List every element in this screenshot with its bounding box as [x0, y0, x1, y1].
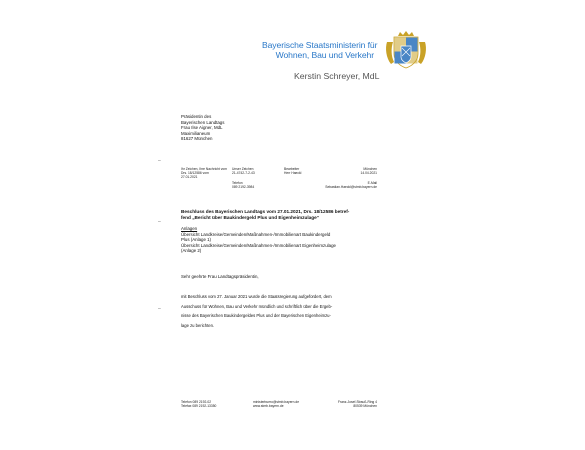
subject-line: fend „Bericht über Baukindergeld Plus und Eigenheimzulage“ — [181, 215, 320, 221]
body-line: mit Beschluss vom 27. Januar 2021 wurde die Staatsregierung aufgefordert, dem — [181, 294, 332, 299]
recipient-line: Maximilianeum — [181, 130, 211, 136]
footer-website[interactable]: www.stmb.bayern.de — [253, 404, 284, 409]
salutation: Sehr geehrte Frau Landtagspräsidentin, — [181, 274, 259, 279]
reference-clerk — [284, 167, 301, 175]
attachment-line: Übersicht Landkreise/Gemeinden/Maßnahmen-/Immobilienart Eigenheimzulage — [181, 242, 336, 248]
subject — [181, 209, 381, 221]
reference-value[interactable]: Sebastian.Haeckl@stmb.bayern.de — [325, 185, 377, 190]
footer-email[interactable]: ministerbuero@stmb.bayern.de — [253, 400, 300, 404]
reference-phone — [232, 181, 254, 189]
body-line: Ausschuss für Wohnen, Bau und Verkehr mündlich und schriftlich über die Ergeb- — [181, 303, 333, 309]
minister-name: Kerstin Schreyer, MdL — [294, 71, 380, 81]
attachments-heading: Anlagen — [181, 226, 198, 231]
reference-value: 21-4742-7-2-43 — [232, 171, 255, 176]
recipient-line: Präsidentin des — [181, 114, 212, 119]
recipient-address — [181, 114, 224, 142]
fold-mark-top: – — [158, 158, 161, 164]
bavarian-coat-of-arms-icon — [383, 30, 429, 70]
reference-value: 27.01.2021 — [181, 175, 198, 180]
reference-email — [325, 181, 377, 189]
body-line: lage zu berichten. — [181, 323, 215, 329]
recipient-line: Bayerischen Landtags — [181, 119, 225, 125]
reference-label: München — [363, 167, 377, 171]
attachment-line: Plus (Anlage 1) — [181, 237, 212, 243]
attachment-line: (Anlage 2) — [181, 248, 202, 254]
attachments — [181, 226, 391, 254]
fold-mark-bottom: – — [158, 306, 161, 312]
letter-body — [181, 292, 381, 331]
reference-label: Telefon — [232, 181, 243, 185]
reference-date — [360, 167, 377, 175]
footer-phone — [181, 400, 216, 408]
ministry-title-line1: Bayerische Staatsministerin für — [262, 40, 378, 50]
reference-value: 14.04.2021 — [360, 171, 377, 176]
footer-line: Telefax 089 2192-13350 — [181, 404, 217, 409]
reference-label: Unser Zeichen — [232, 167, 254, 171]
reference-value: 089 2192-3984 — [232, 185, 255, 190]
punch-mark: – — [158, 219, 161, 225]
footer-line: Telefon 089 2192-02 — [181, 400, 212, 404]
ministry-title-line2: Wohnen, Bau und Verkehr — [275, 50, 374, 60]
reference-label: Bearbeiter — [284, 167, 300, 171]
recipient-line: 81627 München — [181, 136, 213, 141]
footer-line: 80539 München — [353, 404, 377, 409]
footer-line: Franz-Josef-Strauß-Ring 4 — [337, 400, 377, 404]
reference-your-sign — [181, 167, 227, 179]
attachment-line: Übersicht Landkreise/Gemeinden/Maßnahmen-/Immobilienart Baukindergeld — [181, 231, 331, 237]
ministry-title — [262, 40, 378, 60]
reference-value: Drs. 18/12586 vom — [181, 171, 209, 176]
footer-contact — [253, 400, 299, 408]
footer-address — [338, 400, 377, 408]
recipient-line: Frau Ilse Aigner, MdL — [181, 125, 223, 130]
subject-line: Beschluss des Bayerischen Landtags vom 27.01.2021, Drs. 18/12586 betref- — [181, 209, 350, 214]
reference-label: E-Mail — [367, 181, 377, 185]
reference-label: Ihr Zeichen, Ihre Nachricht vom — [181, 167, 227, 171]
reference-our-sign — [232, 167, 255, 175]
reference-value: Herr Haeckl — [284, 171, 302, 176]
body-line: nisse des Bayerischen Baukindergeldes Plus und der Bayerischen Eigenheimzu- — [181, 313, 331, 319]
